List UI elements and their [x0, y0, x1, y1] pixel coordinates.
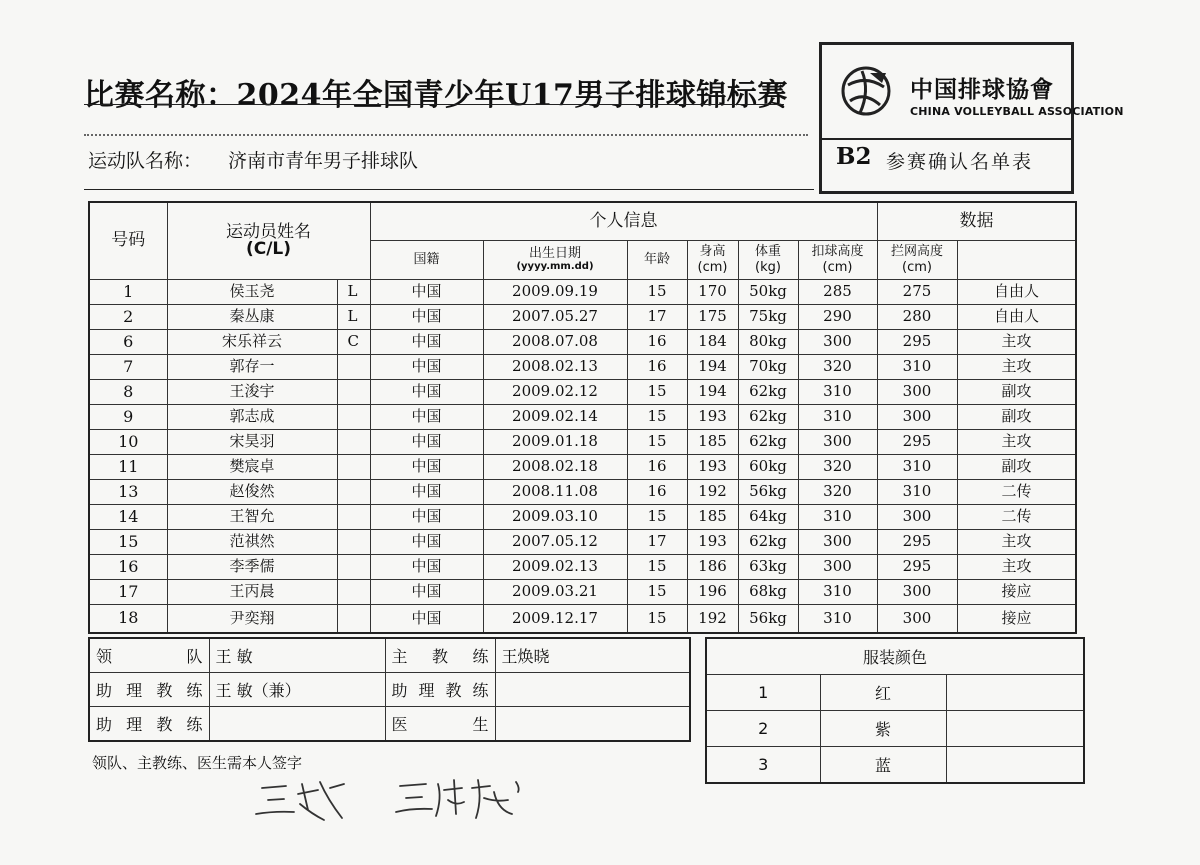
- birth-date: 2009.03.10: [483, 504, 627, 529]
- col-age-header: 年龄: [627, 240, 687, 279]
- block-height: 310: [877, 354, 957, 379]
- block-height: 310: [877, 479, 957, 504]
- height: 175: [687, 304, 738, 329]
- nationality: 中国: [370, 579, 483, 604]
- captain-libero-flag: [337, 429, 370, 454]
- player-name: 李季儒: [167, 554, 337, 579]
- nationality: 中国: [370, 529, 483, 554]
- personal-info-header: 个人信息: [370, 202, 877, 240]
- captain-libero-flag: [337, 529, 370, 554]
- age: 15: [627, 554, 687, 579]
- assistant-coach-value: [495, 673, 690, 707]
- age: 17: [627, 304, 687, 329]
- assistant-coach-value: [209, 707, 385, 742]
- birth-date: 2008.11.08: [483, 479, 627, 504]
- table-row: [89, 354, 1076, 379]
- nationality: 中国: [370, 279, 483, 304]
- height: 196: [687, 579, 738, 604]
- uniform-extra: [946, 711, 1084, 747]
- weight: 68kg: [738, 579, 798, 604]
- nationality: 中国: [370, 554, 483, 579]
- court-position: 副攻: [957, 454, 1076, 479]
- nationality: 中国: [370, 379, 483, 404]
- association-name-cn: 中国排球協會: [910, 77, 1054, 103]
- data-header: 数据: [877, 202, 1076, 240]
- staff-row: [89, 707, 690, 742]
- col-nationality-header: 国籍: [370, 240, 483, 279]
- assistant-coach-label-cell: [89, 673, 209, 707]
- col-height-title: 身高: [699, 243, 726, 259]
- volleyball-emblem-icon: [840, 65, 892, 117]
- uniform-index: 2: [706, 711, 820, 747]
- team-underline: [84, 189, 814, 190]
- form-code: B2: [836, 143, 872, 170]
- table-row: [89, 554, 1076, 579]
- height: 194: [687, 354, 738, 379]
- doctor-label: 医生: [391, 715, 489, 734]
- captain-libero-flag: L: [337, 279, 370, 304]
- age: 16: [627, 479, 687, 504]
- staff-table: [88, 637, 691, 742]
- age: 16: [627, 329, 687, 354]
- block-height: 295: [877, 429, 957, 454]
- logo-header: [822, 45, 1124, 140]
- player-number: 15: [89, 529, 167, 554]
- spike-height: 285: [798, 279, 877, 304]
- nationality: 中国: [370, 404, 483, 429]
- team-name-value: 济南市青年男子排球队: [228, 150, 419, 172]
- assistant-coach-label: 助理教练: [96, 715, 203, 734]
- col-dob-title: 出生日期: [528, 245, 581, 261]
- uniform-index: 1: [706, 675, 820, 711]
- weight: 70kg: [738, 354, 798, 379]
- spike-height: 300: [798, 429, 877, 454]
- col-height-unit: (cm): [697, 259, 728, 275]
- height: 193: [687, 529, 738, 554]
- uniform-color-row: [706, 747, 1084, 784]
- spike-height: 300: [798, 529, 877, 554]
- competition-title-label: 比赛名称：: [84, 78, 237, 113]
- handwritten-signatures: [250, 770, 550, 830]
- header-row-1: [89, 202, 1076, 240]
- weight: 75kg: [738, 304, 798, 329]
- col-name-title: 运动员姓名: [226, 221, 311, 242]
- player-number: 8: [89, 379, 167, 404]
- assistant-coach-label: 助理教练: [391, 681, 489, 700]
- court-position: 自由人: [957, 304, 1076, 329]
- player-name: 郭志成: [167, 404, 337, 429]
- player-number: 18: [89, 604, 167, 633]
- weight: 64kg: [738, 504, 798, 529]
- height: 185: [687, 504, 738, 529]
- weight: 63kg: [738, 554, 798, 579]
- weight: 80kg: [738, 329, 798, 354]
- spike-height: 300: [798, 329, 877, 354]
- captain-libero-flag: [337, 354, 370, 379]
- captain-libero-flag: C: [337, 329, 370, 354]
- table-row: [89, 604, 1076, 633]
- court-position: 主攻: [957, 529, 1076, 554]
- col-spike-title: 扣球高度: [811, 243, 864, 259]
- spike-height: 310: [798, 504, 877, 529]
- table-row: [89, 404, 1076, 429]
- birth-date: 2009.09.19: [483, 279, 627, 304]
- age: 15: [627, 579, 687, 604]
- block-height: 275: [877, 279, 957, 304]
- block-height: 295: [877, 529, 957, 554]
- assistant-coach-label-cell: [385, 673, 495, 707]
- spike-height: 310: [798, 404, 877, 429]
- doctor-label-cell: [385, 707, 495, 742]
- staff-row: [89, 673, 690, 707]
- uniform-index: 3: [706, 747, 820, 784]
- nationality: 中国: [370, 479, 483, 504]
- height: 193: [687, 454, 738, 479]
- birth-date: 2008.02.18: [483, 454, 627, 479]
- player-number: 14: [89, 504, 167, 529]
- competition-title: [84, 70, 788, 114]
- captain-libero-flag: [337, 404, 370, 429]
- birth-date: 2007.05.27: [483, 304, 627, 329]
- table-row: [89, 529, 1076, 554]
- spike-height: 320: [798, 454, 877, 479]
- signature-note: 领队、主教练、医生需本人签字: [92, 754, 303, 772]
- team-name-label: 运动队名称：: [88, 150, 203, 172]
- age: 15: [627, 279, 687, 304]
- player-number: 9: [89, 404, 167, 429]
- player-name: 王浚宇: [167, 379, 337, 404]
- title-underline: [84, 104, 784, 105]
- nationality: 中国: [370, 604, 483, 633]
- spike-height: 300: [798, 554, 877, 579]
- height: 184: [687, 329, 738, 354]
- assistant-coach-value: 王 敏（兼）: [209, 673, 385, 707]
- age: 15: [627, 404, 687, 429]
- height: 185: [687, 429, 738, 454]
- player-name: 王丙晨: [167, 579, 337, 604]
- court-position: 二传: [957, 504, 1076, 529]
- player-number: 16: [89, 554, 167, 579]
- player-name: 樊宸卓: [167, 454, 337, 479]
- height: 192: [687, 479, 738, 504]
- birth-date: 2009.03.21: [483, 579, 627, 604]
- spike-height: 310: [798, 579, 877, 604]
- captain-libero-flag: [337, 579, 370, 604]
- block-height: 295: [877, 329, 957, 354]
- leader-label: 领队: [96, 647, 203, 666]
- col-block-header: [877, 240, 957, 279]
- birth-date: 2009.12.17: [483, 604, 627, 633]
- player-number: 1: [89, 279, 167, 304]
- birth-date: 2009.02.12: [483, 379, 627, 404]
- player-number: 7: [89, 354, 167, 379]
- col-name-header: [167, 202, 370, 279]
- assistant-coach-label: 助理教练: [96, 681, 203, 700]
- player-name: 郭存一: [167, 354, 337, 379]
- weight: 62kg: [738, 429, 798, 454]
- height: 170: [687, 279, 738, 304]
- nationality: 中国: [370, 429, 483, 454]
- weight: 56kg: [738, 479, 798, 504]
- court-position: 副攻: [957, 404, 1076, 429]
- block-height: 300: [877, 604, 957, 633]
- col-dob-header: [483, 240, 627, 279]
- birth-date: 2008.02.13: [483, 354, 627, 379]
- uniform-colors-table: [705, 637, 1085, 784]
- weight: 62kg: [738, 379, 798, 404]
- col-height-header: [687, 240, 738, 279]
- head-coach-value: 王焕晓: [495, 638, 690, 673]
- player-number: 13: [89, 479, 167, 504]
- assistant-coach-label-cell: [89, 707, 209, 742]
- weight: 62kg: [738, 404, 798, 429]
- birth-date: 2008.07.08: [483, 329, 627, 354]
- player-number: 10: [89, 429, 167, 454]
- spike-height: 290: [798, 304, 877, 329]
- uniform-extra: [946, 747, 1084, 784]
- head-coach-label: 主教练: [391, 647, 489, 666]
- captain-libero-flag: [337, 504, 370, 529]
- captain-libero-flag: [337, 604, 370, 633]
- age: 16: [627, 454, 687, 479]
- captain-libero-flag: [337, 454, 370, 479]
- nationality: 中国: [370, 304, 483, 329]
- block-height: 300: [877, 504, 957, 529]
- form-name: 参赛确认名单表: [886, 151, 1034, 173]
- birth-date: 2009.01.18: [483, 429, 627, 454]
- nationality: 中国: [370, 329, 483, 354]
- uniform-colors-title: 服装颜色: [706, 638, 1084, 675]
- player-name: 宋乐祥云: [167, 329, 337, 354]
- player-name: 侯玉尧: [167, 279, 337, 304]
- age: 17: [627, 529, 687, 554]
- col-name-sub: (C/L): [245, 238, 292, 259]
- player-name: 秦丛康: [167, 304, 337, 329]
- leader-label-cell: [89, 638, 209, 673]
- nationality: 中国: [370, 504, 483, 529]
- uniform-extra: [946, 675, 1084, 711]
- association-logo-box: [819, 42, 1124, 194]
- court-position: 接应: [957, 604, 1076, 633]
- roster-table: [88, 201, 1077, 634]
- competition-title-value: 2024年全国青少年U17男子排球锦标赛: [236, 78, 788, 113]
- uniform-color: 蓝: [820, 747, 946, 784]
- court-position: 自由人: [957, 279, 1076, 304]
- player-name: 宋昊羽: [167, 429, 337, 454]
- court-position: 主攻: [957, 354, 1076, 379]
- uniform-color-row: [706, 675, 1084, 711]
- col-number-header: 号码: [89, 202, 167, 279]
- block-height: 310: [877, 454, 957, 479]
- block-height: 300: [877, 404, 957, 429]
- staff-row: [89, 638, 690, 673]
- uniform-color-row: [706, 711, 1084, 747]
- height: 194: [687, 379, 738, 404]
- table-row: [89, 304, 1076, 329]
- weight: 56kg: [738, 604, 798, 633]
- table-row: [89, 279, 1076, 304]
- table-row: [89, 429, 1076, 454]
- weight: 62kg: [738, 529, 798, 554]
- birth-date: 2009.02.14: [483, 404, 627, 429]
- birth-date: 2009.02.13: [483, 554, 627, 579]
- col-spike-unit: (cm): [822, 259, 853, 275]
- spike-height: 310: [798, 379, 877, 404]
- table-row: [89, 454, 1076, 479]
- block-height: 280: [877, 304, 957, 329]
- association-name-en: CHINA VOLLEYBALL ASSOCIATION: [910, 105, 1124, 118]
- height: 192: [687, 604, 738, 633]
- player-number: 2: [89, 304, 167, 329]
- court-position: 二传: [957, 479, 1076, 504]
- table-row: [89, 579, 1076, 604]
- leader-value: 王 敏: [209, 638, 385, 673]
- court-position: 接应: [957, 579, 1076, 604]
- doctor-value: [495, 707, 690, 742]
- block-height: 300: [877, 579, 957, 604]
- uniform-header-row: [706, 638, 1084, 675]
- block-height: 295: [877, 554, 957, 579]
- weight: 50kg: [738, 279, 798, 304]
- table-row: [89, 479, 1076, 504]
- block-height: 300: [877, 379, 957, 404]
- height: 193: [687, 404, 738, 429]
- age: 15: [627, 379, 687, 404]
- table-row: [89, 504, 1076, 529]
- table-row: [89, 379, 1076, 404]
- court-position: 副攻: [957, 379, 1076, 404]
- player-name: 范祺然: [167, 529, 337, 554]
- court-position: 主攻: [957, 429, 1076, 454]
- player-number: 17: [89, 579, 167, 604]
- captain-libero-flag: [337, 479, 370, 504]
- age: 15: [627, 504, 687, 529]
- spike-height: 320: [798, 479, 877, 504]
- spike-height: 320: [798, 354, 877, 379]
- col-dob-format: (yyyy.mm.dd): [516, 261, 594, 273]
- player-number: 11: [89, 454, 167, 479]
- court-position: 主攻: [957, 554, 1076, 579]
- col-weight-unit: (kg): [755, 259, 781, 275]
- player-number: 6: [89, 329, 167, 354]
- captain-libero-flag: [337, 554, 370, 579]
- weight: 60kg: [738, 454, 798, 479]
- nationality: 中国: [370, 454, 483, 479]
- table-row: [89, 329, 1076, 354]
- col-weight-title: 体重: [754, 243, 781, 259]
- col-weight-header: [738, 240, 798, 279]
- captain-libero-flag: [337, 379, 370, 404]
- dotted-separator: [84, 134, 808, 136]
- age: 15: [627, 429, 687, 454]
- captain-libero-flag: L: [337, 304, 370, 329]
- height: 186: [687, 554, 738, 579]
- age: 15: [627, 604, 687, 633]
- col-block-unit: (cm): [902, 259, 932, 275]
- player-name: 尹奕翔: [167, 604, 337, 633]
- spike-height: 310: [798, 604, 877, 633]
- uniform-color: 红: [820, 675, 946, 711]
- nationality: 中国: [370, 354, 483, 379]
- col-block-title: 拦网高度: [890, 243, 943, 259]
- uniform-color: 紫: [820, 711, 946, 747]
- age: 16: [627, 354, 687, 379]
- head-coach-label-cell: [385, 638, 495, 673]
- court-position: 主攻: [957, 329, 1076, 354]
- player-name: 赵俊然: [167, 479, 337, 504]
- player-name: 王智允: [167, 504, 337, 529]
- col-spike-header: [798, 240, 877, 279]
- birth-date: 2007.05.12: [483, 529, 627, 554]
